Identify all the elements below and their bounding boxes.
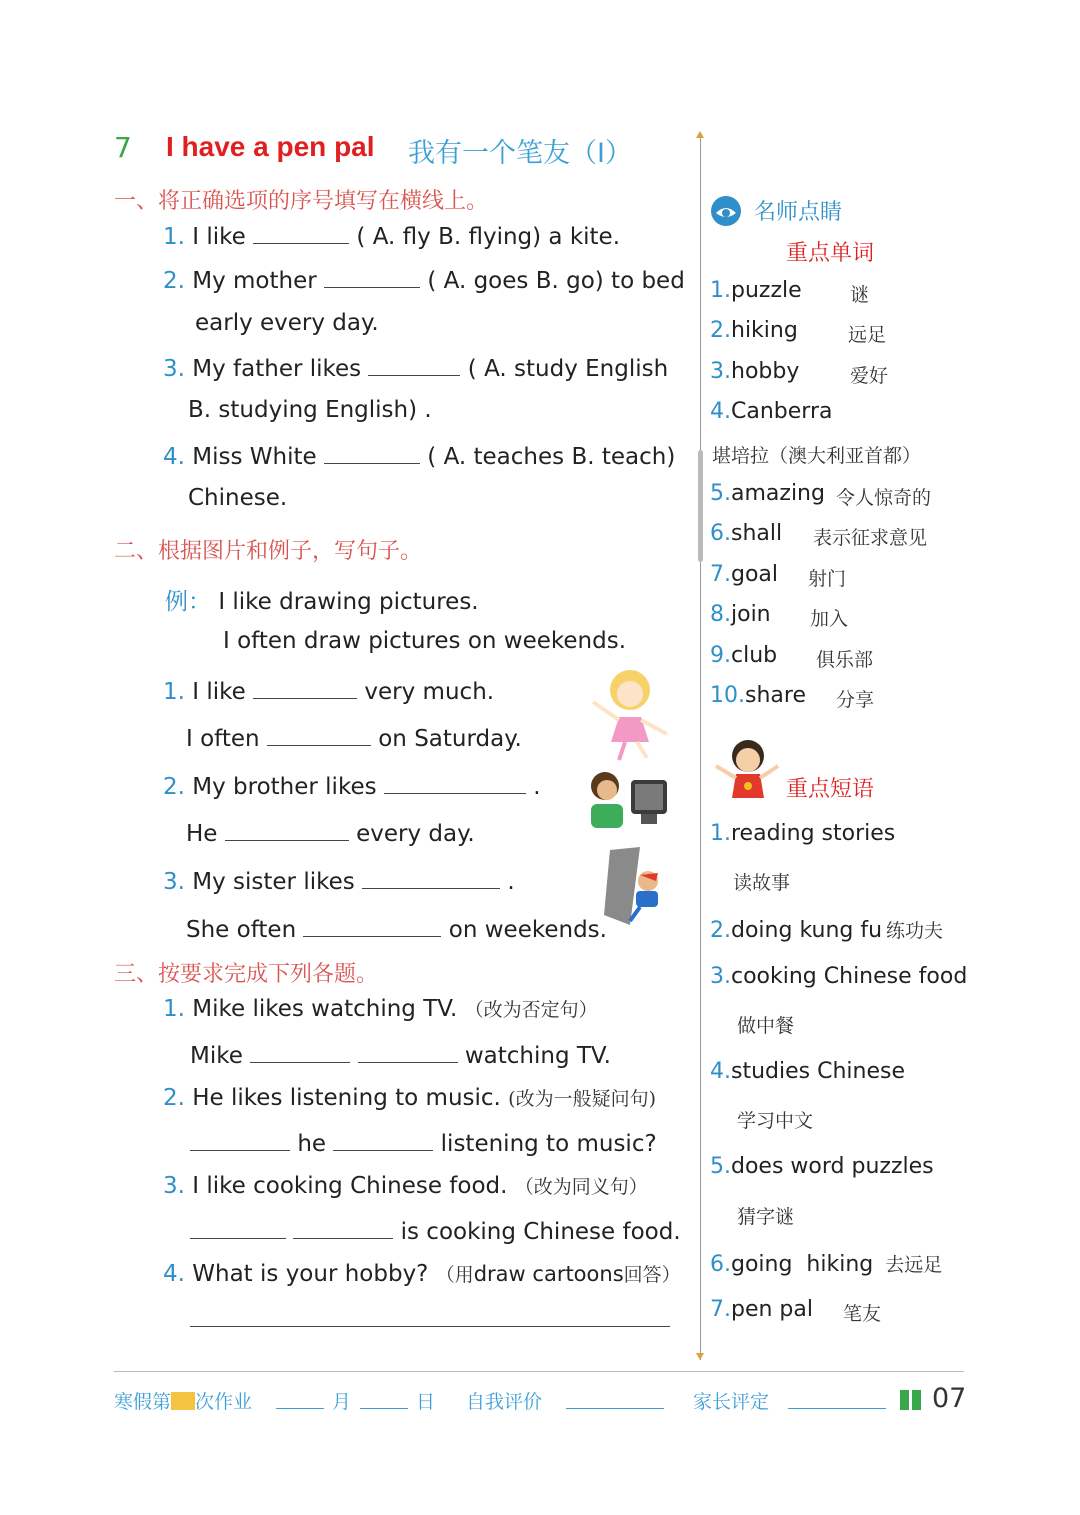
s1-q3-cont: B. studying English) . (188, 397, 432, 423)
s1-q4-cont: Chinese. (188, 485, 288, 511)
phrase-meaning: 猜字谜 (737, 1206, 795, 1228)
s3-q1 (163, 995, 598, 1022)
s2-q1 (163, 676, 494, 705)
page-number: 07 (932, 1383, 967, 1414)
s2-q3 (163, 866, 515, 895)
self-eval-blank[interactable] (566, 1392, 664, 1409)
s1-q4-number: 4. (163, 444, 185, 470)
word-item: 6.shall (710, 521, 783, 546)
s3-q1-blank-1[interactable] (250, 1040, 350, 1063)
s3-q3-line2 (190, 1216, 681, 1245)
section-1-heading: 一、将正确选项的序号填写在横线上。 (114, 189, 489, 214)
s3-q1-line2 (190, 1040, 611, 1069)
s2-q1-blank-2[interactable] (267, 723, 371, 746)
s2-q3-number: 3. (163, 869, 185, 895)
word-item: 2.hiking (710, 318, 798, 343)
s2-q3-blank-2[interactable] (303, 914, 441, 937)
word-meaning: 加入 (810, 608, 849, 630)
s3-q4-number: 4. (163, 1261, 185, 1287)
s3-q2-number: 2. (163, 1085, 185, 1111)
s2-q3-blank-1[interactable] (362, 866, 500, 889)
word-item: 7.goal (710, 562, 779, 587)
s1-q3 (163, 353, 668, 382)
s3-q1-text: Mike likes watching TV. (192, 996, 458, 1022)
s2-q1-text-a: I like (192, 679, 246, 705)
s2-q1-blank-1[interactable] (253, 676, 357, 699)
s3-q1-number: 1. (163, 996, 185, 1022)
word-meaning: 表示征求意见 (813, 527, 928, 549)
s3-q4-hint-pre: （用 (435, 1264, 474, 1286)
s1-q2-cont: early every day. (195, 310, 379, 336)
s1-q3-options: ( A. study English (467, 356, 669, 382)
section-3-heading: 三、按要求完成下列各题。 (114, 962, 379, 987)
s2-q3-text-c: She often (186, 917, 297, 943)
s1-q2-blank[interactable] (324, 265, 420, 288)
s3-q3-blank-2[interactable] (293, 1216, 393, 1239)
word-meaning: 射门 (808, 568, 847, 590)
word-item: 4.Canberra (710, 399, 833, 424)
s2-q3-text-b: . (507, 869, 515, 895)
girl-climbing-illustration (600, 845, 670, 927)
girl-dancing-illustration (585, 662, 680, 762)
word-item: 5.amazing (710, 481, 825, 506)
s2-q1-line2 (186, 723, 522, 752)
word-meaning: 谜 (850, 284, 870, 306)
divider-bottom-arrow (696, 1353, 704, 1360)
phrase-meaning: 练功夫 (886, 920, 944, 942)
s3-q4-hint-post: 回答） (623, 1264, 681, 1286)
s2-q3-line2 (186, 914, 607, 943)
footer-rule (114, 1371, 964, 1372)
phrase-item: 7.pen pal (710, 1297, 813, 1322)
word-meaning: 爱好 (850, 365, 889, 387)
s3-q2-text-d: listening to music? (440, 1131, 657, 1157)
word-meaning: 令人惊奇的 (836, 487, 932, 509)
parent-eval-blank[interactable] (788, 1392, 886, 1409)
s3-q4 (163, 1260, 681, 1287)
s3-q3-text-d: is cooking Chinese food. (400, 1219, 681, 1245)
s3-q3-hint: （改为同义句） (514, 1176, 648, 1198)
s3-q2-blank-1[interactable] (190, 1128, 290, 1151)
lesson-title-cn: 我有一个笔友（Ⅰ） (408, 138, 632, 169)
page-mark-bar-2 (912, 1390, 921, 1410)
s2-q2-text-a: My brother likes (192, 774, 377, 800)
s2-q1-text-b: very much. (364, 679, 495, 705)
example-sentence-1: I like drawing pictures. (218, 589, 479, 615)
s1-q4-options: ( A. teaches B. teach) (427, 444, 676, 470)
parent-eval-label: 家长评定 (693, 1391, 770, 1413)
s1-q2-number: 2. (163, 268, 185, 294)
s1-q2 (163, 265, 685, 294)
s1-q2-text: My mother (192, 268, 317, 294)
phrase-item: 4.studies Chinese (710, 1059, 905, 1084)
s1-q3-number: 3. (163, 356, 185, 382)
phrase-meaning: 笔友 (843, 1303, 882, 1325)
s3-q1-blank-2[interactable] (358, 1040, 458, 1063)
phrase-meaning: 去远足 (885, 1254, 943, 1276)
s3-q2-text-c: he (297, 1131, 327, 1157)
month-label: 月 (332, 1391, 352, 1413)
s2-q2-number: 2. (163, 774, 185, 800)
month-blank[interactable] (276, 1392, 324, 1409)
s2-q1-text-c: I often (186, 726, 260, 752)
phrase-item: 5.does word puzzles (710, 1154, 934, 1179)
s1-q1-blank[interactable] (253, 221, 349, 244)
word-item: 8.join (710, 602, 771, 627)
s3-q1-text-d: watching TV. (464, 1043, 611, 1069)
word-meaning: 分享 (836, 689, 875, 711)
teacher-tip-icon (710, 195, 742, 227)
word-meaning: 远足 (848, 324, 887, 346)
example-sentence-2: I often draw pictures on weekends. (223, 628, 627, 654)
s1-q1-text: I like (192, 224, 246, 250)
s3-q1-text-c: Mike (190, 1043, 243, 1069)
lesson-title-en: I have a pen pal (166, 131, 375, 162)
section-2-heading: 二、根据图片和例子，写句子。 (114, 539, 423, 564)
s2-q3-text-a: My sister likes (192, 869, 355, 895)
homework-number-box[interactable] (171, 1392, 195, 1410)
kid-cheering-illustration (712, 736, 782, 800)
word-item: 10.share (710, 683, 806, 708)
word-item: 1.puzzle (710, 278, 802, 303)
s3-q2-hint: (改为一般疑问句) (508, 1088, 656, 1110)
phrase-item: 6.going hiking 去远足 (710, 1252, 943, 1277)
word-meaning: 俱乐部 (816, 649, 874, 671)
s2-q2-line2 (186, 818, 475, 847)
day-blank[interactable] (360, 1392, 408, 1409)
phrase-meaning: 学习中文 (737, 1110, 814, 1132)
phrase-item: 2.doing kung fu 练功夫 (710, 918, 944, 943)
s3-q4-text: What is your hobby? (192, 1261, 429, 1287)
s2-q1-number: 1. (163, 679, 185, 705)
s1-q1 (163, 221, 620, 250)
s1-q4 (163, 441, 675, 470)
boy-computer-illustration (583, 766, 673, 830)
phrase-item: 1.reading stories (710, 821, 896, 846)
s3-q3 (163, 1172, 648, 1199)
s3-q1-hint: （改为否定句） (464, 999, 598, 1021)
phrase-meaning: 读故事 (733, 872, 791, 894)
s1-q3-text: My father likes (192, 356, 362, 382)
s3-q3-text: I like cooking Chinese food. (192, 1173, 508, 1199)
s1-q4-blank[interactable] (324, 441, 420, 464)
self-eval-label: 自我评价 (466, 1391, 543, 1413)
example-label: 例： (165, 589, 211, 615)
s3-q3-blank-1[interactable] (190, 1216, 286, 1239)
day-label: 日 (416, 1391, 436, 1413)
s1-q3-blank[interactable] (368, 353, 460, 376)
s1-q1-options: ( A. fly B. flying) a kite. (356, 224, 621, 250)
word-meaning: 堪培拉（澳大利亚首都） (712, 445, 922, 467)
scrollbar-thumb[interactable] (698, 450, 703, 562)
key-phrases-title: 重点短语 (786, 777, 875, 802)
key-words-title: 重点单词 (786, 241, 875, 266)
s2-q2-text-d: every day. (356, 821, 475, 847)
s2-example-line1 (165, 583, 479, 616)
s3-q2-line2 (190, 1128, 657, 1157)
s2-q3-text-d: on weekends. (448, 917, 607, 943)
phrase-item: 3.cooking Chinese food (710, 964, 968, 989)
s2-q2-blank-1[interactable] (384, 771, 526, 794)
word-item: 3.hobby (710, 359, 800, 384)
s1-q4-text: Miss White (192, 444, 317, 470)
sidebar-header: 名师点睛 (754, 200, 843, 225)
s3-q3-number: 3. (163, 1173, 185, 1199)
s3-q2-blank-2[interactable] (333, 1128, 433, 1151)
word-item: 9.club (710, 643, 778, 668)
s1-q2-options: ( A. goes B. go) to bed (427, 268, 685, 294)
s3-q4-answer-line[interactable] (190, 1326, 670, 1327)
s2-q2-text-c: He (186, 821, 218, 847)
s3-q2 (163, 1084, 656, 1111)
s3-q2-text: He likes listening to music. (192, 1085, 501, 1111)
s2-q1-text-d: on Saturday. (378, 726, 522, 752)
lesson-number: 7 (114, 131, 132, 164)
s1-q1-number: 1. (163, 224, 185, 250)
column-divider (700, 135, 701, 1360)
s2-q2-text-b: . (533, 774, 541, 800)
s3-q4-hint-en: draw cartoons (473, 1262, 624, 1286)
phrase-meaning: 做中餐 (737, 1015, 795, 1037)
s2-q2-blank-2[interactable] (225, 818, 349, 841)
divider-top-arrow (696, 131, 704, 138)
homework-label: 寒假第 次作业 (114, 1391, 253, 1413)
s2-q2 (163, 771, 541, 800)
page-mark-bar-1 (900, 1390, 909, 1410)
